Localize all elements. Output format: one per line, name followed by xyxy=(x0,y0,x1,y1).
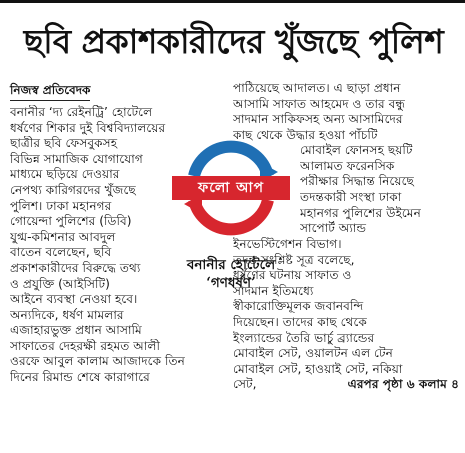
text-line: মোবাইল সেট, হাওয়াই সেট, নকিয়া xyxy=(233,361,403,376)
text-line: আলামত ফরেনসিক xyxy=(300,158,395,173)
text-line: আসামি সাফাত আহমেদ ও তার বন্ধু xyxy=(233,96,406,111)
continuation-note: এরপর পৃষ্ঠা ৬ কলাম ৪ xyxy=(347,377,459,392)
text-line: পরীক্ষার সিদ্ধান্ত নিয়েছে xyxy=(300,174,414,189)
text-line: পাঠিয়েছে আদালত। এ ছাড়া প্রধান xyxy=(233,81,401,95)
text-line: সাপোর্ট অ্যান্ড xyxy=(300,221,367,236)
text-line: সাফাতের দেহরক্ষী রহমত আলী xyxy=(10,338,161,353)
left-column-bottom xyxy=(10,292,215,386)
text-line: যুগ্ম-কমিশনার আবদুল xyxy=(10,229,116,244)
text-line: নেপথ্য কারিগরদের খুঁজছে xyxy=(10,182,136,197)
text-line: সাদমান ইতিমধ্যে xyxy=(233,283,314,298)
text-line: মাধ্যমে ছড়িয়ে দেওয়ার xyxy=(10,167,120,182)
text-line: কাছ থেকে উদ্ধার হওয়া পাঁচটি xyxy=(233,127,378,142)
text-line: প্রকাশকারীদের বিরুদ্ধে তথ্য xyxy=(10,260,141,275)
text-line: গোয়েন্দা পুলিশের (ডিবি) xyxy=(10,214,132,229)
follow-up-label: ফলো আপ xyxy=(172,176,290,200)
text-line: ওরফে আবুল কালাম আজাদকে তিন xyxy=(10,354,185,369)
byline: নিজস্ব প্রতিবেদক xyxy=(10,82,90,101)
text-line: মোবাইল ফোনসহ ছয়টি xyxy=(300,143,413,157)
subheading xyxy=(172,256,290,292)
right-column-indent-1 xyxy=(300,143,460,190)
text-line: দিনের রিমান্ড শেষে কারাগারে xyxy=(10,369,150,384)
text-line: মহানগর পুলিশের উইমেন xyxy=(300,205,421,220)
top-rule xyxy=(0,0,465,3)
text-line: অন্যদিকে, ধর্ষণ মামলার xyxy=(10,307,124,322)
text-line: পুলিশ। ঢাকা মহানগর xyxy=(10,198,112,213)
text-line: ধর্ষণের শিকার দুই বিশ্ববিদ্যালয়ের xyxy=(10,120,166,135)
text-line: তদন্ত সংশ্লিষ্ট সূত্র বলেছে, xyxy=(233,252,355,267)
text-line: বনানীর ‘দ্য রেইনট্রি’ হোটেলে xyxy=(10,105,153,119)
text-line: ও প্রযুক্তি (আইসিটি) xyxy=(10,276,110,291)
follow-up-logo xyxy=(172,132,290,242)
text-line: ইংল্যান্ডের তৈরি ভার্চু ব্র্যান্ডের xyxy=(233,330,375,345)
left-column-top xyxy=(10,105,166,292)
headline: ছবি প্রকাশকারীদের খুঁজছে পুলিশ xyxy=(23,22,444,61)
right-column-indent-2 xyxy=(300,190,460,237)
subheading-line-1: বনানীর হোটেলে xyxy=(186,257,276,273)
text-line: এজাহারভুক্ত প্রধান আসামি xyxy=(10,323,142,338)
text-line: বাতেন বলেছেন, ছবি xyxy=(10,245,112,260)
text-line: স্বীকারোক্তিমূলক জবানবন্দি xyxy=(233,299,364,314)
subheading-line-2: ‘গণধর্ষণ’ xyxy=(206,275,256,291)
text-line: দিয়েছেন। তাদের কাছ থেকে xyxy=(233,314,367,329)
text-line: বিভিন্ন সামাজিক যোগাযোগ xyxy=(10,151,143,166)
text-line: আইনে ব্যবস্থা নেওয়া হবে। xyxy=(10,292,138,306)
text-line: তদন্তকারী সংস্থা ঢাকা xyxy=(300,190,402,204)
text-line: সাদমান সাকিফসহ অন্য আসামিদের xyxy=(233,112,403,127)
text-line: ইনভেস্টিগেশন বিভাগ। xyxy=(233,237,342,251)
text-fragment: সেট, xyxy=(233,377,257,392)
text-line: ধর্ষণের ঘটনায় সাফাত ও xyxy=(233,268,352,283)
text-line: মোবাইল সেট, ওয়ালটন এল টেন xyxy=(233,346,393,361)
text-line-last xyxy=(233,377,459,393)
text-line: ছাত্রীর ছবি ফেসবুকসহ xyxy=(10,136,118,151)
